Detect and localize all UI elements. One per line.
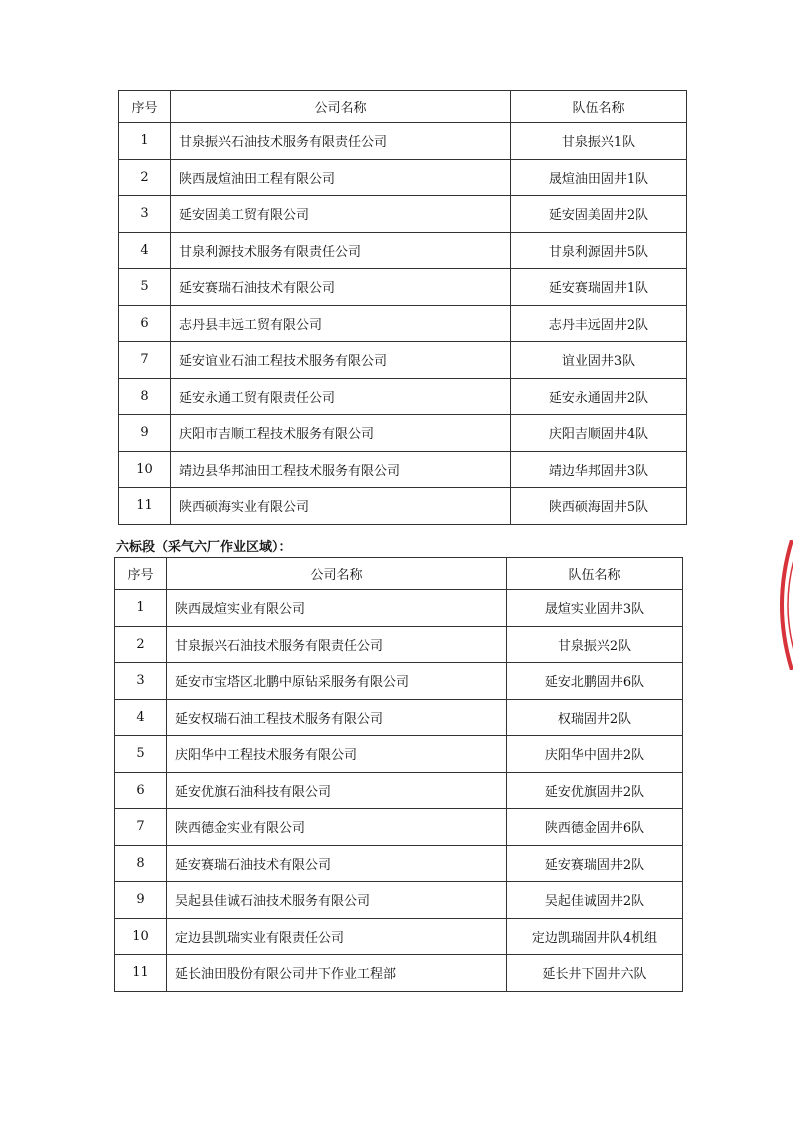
row-number: 2 bbox=[119, 159, 171, 196]
company-name-cell: 庆阳市吉顺工程技术服务有限公司 bbox=[171, 415, 511, 452]
company-name-cell: 甘泉振兴石油技术服务有限责任公司 bbox=[167, 626, 507, 663]
section-heading: 六标段（采气六厂作业区域）： bbox=[116, 540, 292, 555]
team-name-cell: 权瑞固井2队 bbox=[507, 699, 683, 736]
row-number: 11 bbox=[119, 488, 171, 525]
row-number: 1 bbox=[119, 123, 171, 160]
row-number: 5 bbox=[115, 736, 167, 773]
row-number: 8 bbox=[115, 845, 167, 882]
table-row bbox=[119, 269, 687, 306]
header-no: 序号 bbox=[119, 91, 171, 123]
company-name-cell: 延安赛瑞石油技术有限公司 bbox=[167, 845, 507, 882]
team-name-cell: 甘泉利源固井5队 bbox=[511, 232, 687, 269]
company-name-cell: 延安优旗石油科技有限公司 bbox=[167, 772, 507, 809]
table-row bbox=[119, 342, 687, 379]
row-number: 10 bbox=[119, 451, 171, 488]
table-row bbox=[115, 663, 683, 700]
header-company: 公司名称 bbox=[171, 91, 511, 123]
table-row bbox=[115, 590, 683, 627]
table-row bbox=[115, 699, 683, 736]
row-number: 7 bbox=[119, 342, 171, 379]
company-name-cell: 定边县凯瑞实业有限责任公司 bbox=[167, 918, 507, 955]
row-number: 2 bbox=[115, 626, 167, 663]
team-name-cell: 吴起佳诚固井2队 bbox=[507, 882, 683, 919]
team-name-cell: 庆阳吉顺固井4队 bbox=[511, 415, 687, 452]
row-number: 5 bbox=[119, 269, 171, 306]
table-row bbox=[119, 305, 687, 342]
team-name-cell: 靖边华邦固井3队 bbox=[511, 451, 687, 488]
team-name-cell: 定边凯瑞固井队4机组 bbox=[507, 918, 683, 955]
company-name-cell: 志丹县丰远工贸有限公司 bbox=[171, 305, 511, 342]
table-row bbox=[119, 196, 687, 233]
team-name-cell: 晟煊油田固井1队 bbox=[511, 159, 687, 196]
table-row bbox=[115, 772, 683, 809]
table-row bbox=[119, 378, 687, 415]
header-no: 序号 bbox=[115, 558, 167, 590]
team-name-cell: 庆阳华中固井2队 bbox=[507, 736, 683, 773]
team-table-2 bbox=[114, 557, 683, 992]
company-name-cell: 延安固美工贸有限公司 bbox=[171, 196, 511, 233]
team-name-cell: 延长井下固井六队 bbox=[507, 955, 683, 992]
row-number: 9 bbox=[115, 882, 167, 919]
table-header-row bbox=[115, 558, 683, 590]
team-name-cell: 延安北鹏固井6队 bbox=[507, 663, 683, 700]
company-name-cell: 庆阳华中工程技术服务有限公司 bbox=[167, 736, 507, 773]
row-number: 1 bbox=[115, 590, 167, 627]
team-name-cell: 陕西德金固井6队 bbox=[507, 809, 683, 846]
row-number: 4 bbox=[115, 699, 167, 736]
company-name-cell: 延安谊业石油工程技术服务有限公司 bbox=[171, 342, 511, 379]
row-number: 7 bbox=[115, 809, 167, 846]
team-name-cell: 晟煊实业固井3队 bbox=[507, 590, 683, 627]
row-number: 3 bbox=[119, 196, 171, 233]
company-name-cell: 陕西晟煊实业有限公司 bbox=[167, 590, 507, 627]
row-number: 10 bbox=[115, 918, 167, 955]
header-team: 队伍名称 bbox=[507, 558, 683, 590]
team-name-cell: 谊业固井3队 bbox=[511, 342, 687, 379]
company-name-cell: 陕西晟煊油田工程有限公司 bbox=[171, 159, 511, 196]
team-name-cell: 延安优旗固井2队 bbox=[507, 772, 683, 809]
company-name-cell: 延安权瑞石油工程技术服务有限公司 bbox=[167, 699, 507, 736]
company-name-cell: 甘泉振兴石油技术服务有限责任公司 bbox=[171, 123, 511, 160]
team-name-cell: 甘泉振兴1队 bbox=[511, 123, 687, 160]
company-name-cell: 延安永通工贸有限责任公司 bbox=[171, 378, 511, 415]
table-row bbox=[115, 918, 683, 955]
team-name-cell: 延安赛瑞固井1队 bbox=[511, 269, 687, 306]
company-name-cell: 陕西德金实业有限公司 bbox=[167, 809, 507, 846]
row-number: 6 bbox=[115, 772, 167, 809]
table-row bbox=[115, 955, 683, 992]
table-row bbox=[119, 451, 687, 488]
row-number: 4 bbox=[119, 232, 171, 269]
company-name-cell: 靖边县华邦油田工程技术服务有限公司 bbox=[171, 451, 511, 488]
table-row bbox=[115, 626, 683, 663]
team-name-cell: 志丹丰远固井2队 bbox=[511, 305, 687, 342]
header-team: 队伍名称 bbox=[511, 91, 687, 123]
table-row bbox=[115, 845, 683, 882]
header-company: 公司名称 bbox=[167, 558, 507, 590]
row-number: 11 bbox=[115, 955, 167, 992]
company-name-cell: 延长油田股份有限公司井下作业工程部 bbox=[167, 955, 507, 992]
table-row bbox=[119, 159, 687, 196]
red-seal-stamp-edge bbox=[764, 540, 793, 670]
team-name-cell: 延安固美固井2队 bbox=[511, 196, 687, 233]
table-row bbox=[119, 415, 687, 452]
team-name-cell: 延安永通固井2队 bbox=[511, 378, 687, 415]
company-name-cell: 甘泉利源技术服务有限责任公司 bbox=[171, 232, 511, 269]
row-number: 3 bbox=[115, 663, 167, 700]
company-name-cell: 吴起县佳诚石油技术服务有限公司 bbox=[167, 882, 507, 919]
table-row bbox=[119, 232, 687, 269]
team-name-cell: 延安赛瑞固井2队 bbox=[507, 845, 683, 882]
company-name-cell: 陕西硕海实业有限公司 bbox=[171, 488, 511, 525]
table-row bbox=[119, 488, 687, 525]
table-header-row bbox=[119, 91, 687, 123]
company-name-cell: 延安市宝塔区北鹏中原钻采服务有限公司 bbox=[167, 663, 507, 700]
table-row bbox=[115, 882, 683, 919]
row-number: 9 bbox=[119, 415, 171, 452]
table-row bbox=[115, 736, 683, 773]
team-name-cell: 陕西硕海固井5队 bbox=[511, 488, 687, 525]
table-row bbox=[119, 123, 687, 160]
company-name-cell: 延安赛瑞石油技术有限公司 bbox=[171, 269, 511, 306]
row-number: 6 bbox=[119, 305, 171, 342]
row-number: 8 bbox=[119, 378, 171, 415]
team-table-1 bbox=[118, 90, 687, 525]
team-name-cell: 甘泉振兴2队 bbox=[507, 626, 683, 663]
table-row bbox=[115, 809, 683, 846]
